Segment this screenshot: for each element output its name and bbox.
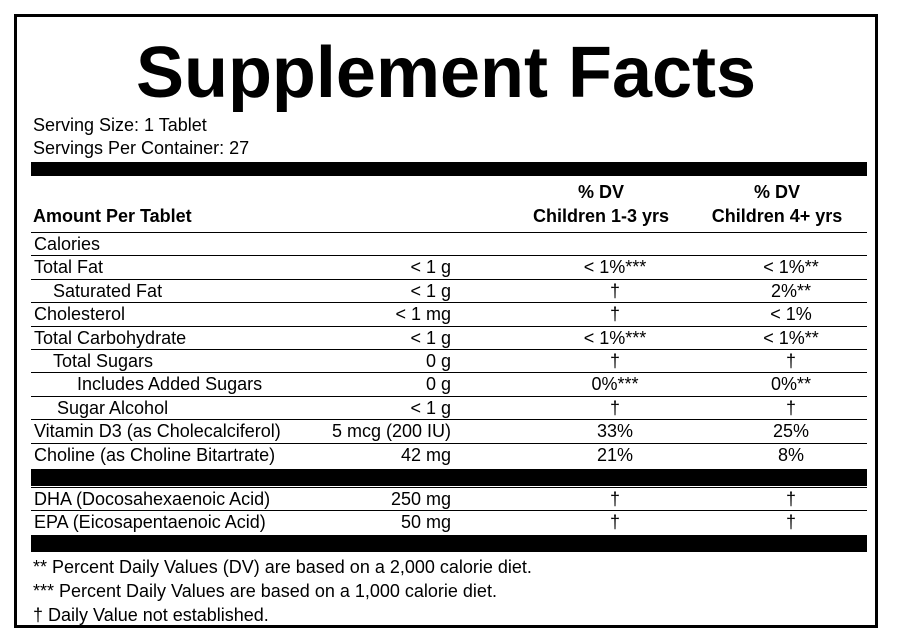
table-row [31,510,867,533]
dv-children-4-plus: 2%** [770,280,812,301]
dv-children-1-3: † [609,397,620,418]
footnote-2: *** Percent Daily Values are based on a 1,000 calorie diet. [33,581,497,601]
table-row [31,396,867,419]
nutrient-name: EPA (Eicosapentaenoic Acid) [34,512,266,533]
nutrient-name: Calories [34,234,101,254]
servings-per-container: Servings Per Container: 27 [33,138,250,158]
nutrient-name: Sugar Alcohol [57,397,169,418]
nutrient-name: Includes Added Sugars [77,374,263,395]
dv-children-1-3: < 1%*** [583,327,647,348]
dv-children-1-3: < 1%*** [583,257,647,278]
table-row [31,419,867,442]
thick-divider-top [31,162,867,176]
panel-title: Supplement Facts [135,33,757,113]
table-row [31,349,867,372]
footnote-3: † Daily Value not established. [33,605,269,625]
table-row [31,255,867,278]
nutrient-amount: < 1 g [410,327,451,348]
nutrient-name: Choline (as Choline Bitartrate) [34,444,276,465]
nutrient-name: Vitamin D3 (as Cholecalciferol) [34,421,281,442]
nutrient-amount: < 1 g [410,257,451,278]
amount-per-header: Amount Per Tablet [33,206,192,226]
dv-children-1-3: 21% [596,444,634,465]
nutrient-name: Cholesterol [34,304,126,325]
dv-col1-line1: % DV [577,182,624,202]
nutrient-amount: 0 g [425,351,451,371]
dv-children-4-plus: † [785,351,796,371]
nutrient-name: Total Sugars [53,351,154,371]
dv-children-1-3: 33% [596,421,634,442]
table-row [31,279,867,302]
dv-children-4-plus: < 1%** [763,257,819,278]
table-row [31,326,867,349]
dv-col1-line2: Children 1-3 yrs [532,206,670,226]
dv-children-4-plus: 25% [772,421,810,442]
nutrient-amount: 50 mg [400,512,451,533]
dv-col2-line1: % DV [753,182,800,202]
dv-children-1-3: † [609,351,620,371]
dv-children-1-3: † [609,280,620,301]
nutrient-amount: < 1 mg [395,304,451,325]
nutrient-name: DHA (Docosahexaenoic Acid) [34,489,271,509]
nutrient-amount: < 1 g [410,280,451,301]
dv-children-4-plus: < 1%** [763,327,819,348]
nutrient-name: Total Fat [34,257,104,278]
dv-children-1-3: † [609,304,620,325]
dv-children-4-plus: 0%** [770,374,812,395]
dv-children-4-plus: † [785,397,796,418]
thick-divider-bottom [31,535,867,552]
table-row [31,302,867,325]
serving-size: Serving Size: 1 Tablet [33,115,207,135]
dv-children-4-plus: † [785,512,796,533]
table-row [31,487,867,510]
nutrient-amount: 5 mcg (200 IU) [331,421,451,442]
nutrient-name: Saturated Fat [53,280,163,301]
dv-children-4-plus: 8% [777,444,804,465]
thick-divider-middle [31,469,867,486]
nutrient-amount: 42 mg [400,444,451,465]
nutrient-name: Total Carbohydrate [34,327,187,348]
dv-col2-line2: Children 4+ yrs [711,206,843,226]
table-row [31,372,867,395]
nutrient-amount: 0 g [425,374,451,395]
dv-children-1-3: † [609,512,620,533]
footnote-1: ** Percent Daily Values (DV) are based on a 2,000 calorie diet. [33,557,532,577]
nutrient-amount: < 1 g [410,397,451,418]
nutrient-amount: 250 mg [390,489,451,509]
dv-children-4-plus: < 1% [770,304,812,325]
table-row [31,232,867,255]
dv-children-1-3: 0%*** [591,374,639,395]
dv-children-1-3: † [609,489,620,509]
supplement-facts-panel [14,14,878,628]
table-row [31,443,867,466]
dv-children-4-plus: † [785,489,796,509]
